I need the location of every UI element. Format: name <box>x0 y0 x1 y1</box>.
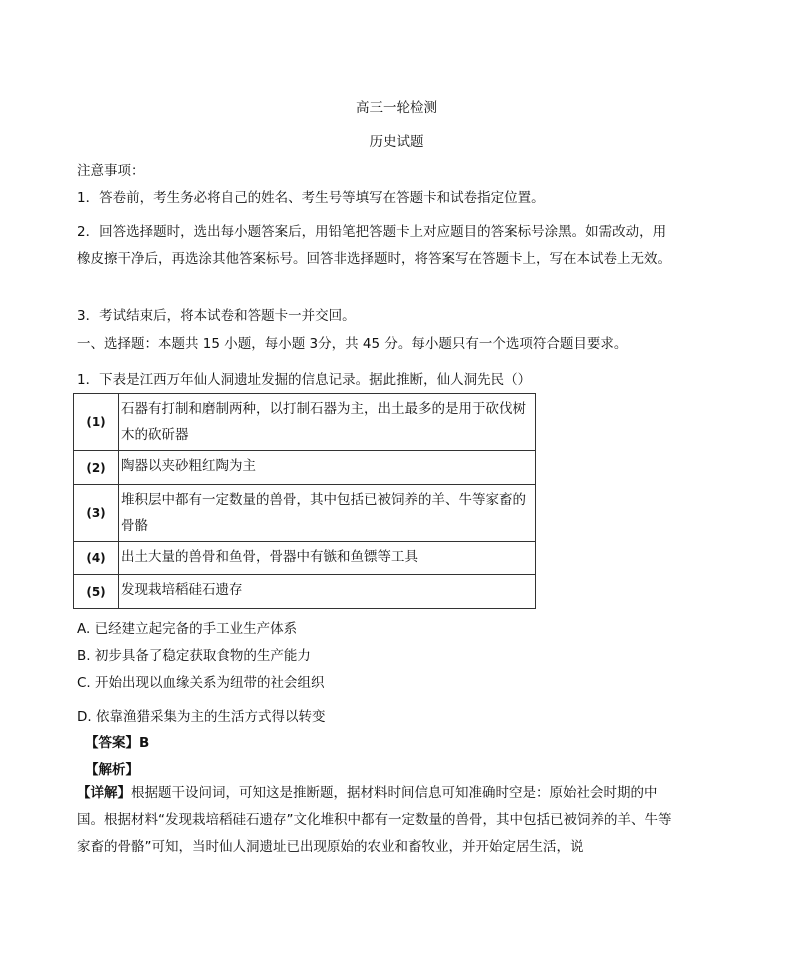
detail-paragraph <box>77 780 673 861</box>
notice-item-3: 3．考试结束后，将本试卷和答题卡一并交回。 <box>77 308 356 324</box>
row-text: 发现栽培稻硅石遗存 <box>119 575 536 609</box>
option-c: C. 开始出现以血缘关系为纽带的社会组织 <box>77 675 325 691</box>
row-number: (2) <box>74 451 119 485</box>
question-stem: 1．下表是江西万年仙人洞遗址发掘的信息记录。据此推断，仙人洞先民（） <box>77 372 532 388</box>
table-row <box>74 394 536 451</box>
notice-item-1: 1．答卷前，考生务必将自己的姓名、考生号等填写在答题卡和试卷指定位置。 <box>77 190 545 206</box>
row-number: (1) <box>74 394 119 451</box>
row-text: 出土大量的兽骨和鱼骨，骨器中有镞和鱼镖等工具 <box>119 542 536 575</box>
table-row <box>74 451 536 485</box>
table-row <box>74 542 536 575</box>
page-subtitle: 历史试题 <box>369 134 424 150</box>
row-text: 石器有打制和磨制两种，以打制石器为主，出土最多的是用于砍伐树木的砍斫器 <box>119 394 536 451</box>
option-a: A. 已经建立起完备的手工业生产体系 <box>77 621 298 637</box>
row-number: (3) <box>74 485 119 542</box>
analysis-label: 【解析】 <box>85 762 139 778</box>
option-d: D. 依靠渔猎采集为主的生活方式得以转变 <box>77 709 326 725</box>
row-text: 陶器以夹砂粗红陶为主 <box>119 451 536 485</box>
detail-text: 根据题干设问词，可知这是推断题，据材料时间信息可知准确时空是：原始社会时期的中国。根据材料“发现栽培稻硅石遗存”文化堆积中都有一定数量的兽骨，其中包括已被饲养的羊、牛等家畜的骨骼”可知，当时仙人洞遗址已出现原始的农业和畜牧业，并开始定居生活，说 <box>77 785 672 855</box>
detail-label: 【详解】 <box>77 785 131 801</box>
table-row <box>74 575 536 609</box>
notice-heading: 注意事项： <box>77 163 145 179</box>
row-number: (4) <box>74 542 119 575</box>
option-b: B. 初步具备了稳定获取食物的生产能力 <box>77 648 311 664</box>
section-heading: 一、选择题：本题共 15 小题，每小题 3分，共 45 分。每小题只有一个选项符合题目要求。 <box>77 336 628 352</box>
notice-item-2: 2．回答选择题时，选出每小题答案后，用铅笔把答题卡上对应题目的答案标号涂黑。如需改动，用橡皮擦干净后，再选涂其他答案标号。回答非选择题时，将答案写在答题卡上，写在本试卷上无效。 <box>77 224 671 267</box>
answer-line: 【答案】B <box>85 735 150 751</box>
page-title: 高三一轮检测 <box>356 100 437 116</box>
row-text: 堆积层中都有一定数量的兽骨，其中包括已被饲养的羊、牛等家畜的骨骼 <box>119 485 536 542</box>
table-row <box>74 485 536 542</box>
record-table <box>73 393 536 609</box>
row-number: (5) <box>74 575 119 609</box>
